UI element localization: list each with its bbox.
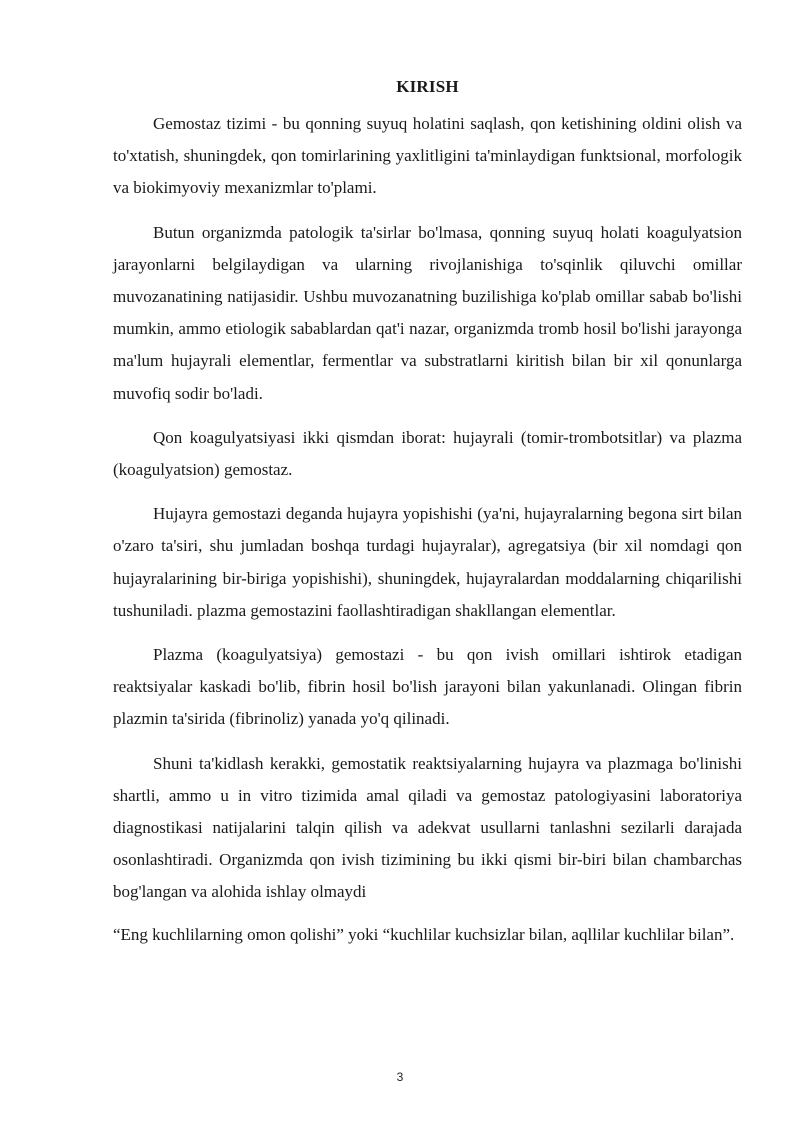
quote-paragraph: “Eng kuchlilarning omon qolishi” yoki “kuchlilar kuchsizlar bilan, aqllilar kuchlilar bilan”. [113, 924, 735, 944]
paragraph-6: Shuni ta'kidlash kerakki, gemostatik reaktsiyalarning hujayra va plazmaga bo'linishi shartli, ammo u in vitro tizimida amal qiladi va gemostaz patologiyasini laboratoriya diagnostikasi natijalarini talqin qilish va adekvat usullarni tanlashni sezilarli darajada osonlashtiradi. Organizmda qon ivish tizimining bu ikki qismi bir-biri bilan chambarchas bog'langan va alohida ishlay olmaydi [113, 753, 742, 902]
paragraph-5: Plazma (koagulyatsiya) gemostazi - bu qon ivish omillari ishtirok etadigan reaktsiyalar kaskadi bo'lib, fibrin hosil bo'lish jarayoni bilan yakunlanadi. Olingan fibrin plazmin ta'sirida (fibrinoliz) yanada yo'q qilinadi. [113, 645, 742, 729]
paragraph-4: Hujayra gemostazi deganda hujayra yopishishi (ya'ni, hujayralarning begona sirt bilan o'zaro ta'siri, shu jumladan boshqa turdagi hujayralar), agregatsiya (bir xil nomdagi qon hujayralarining bir-biriga yopishishi), shuningdek, hujayralardan moddalarning chiqarilishi tushuniladi. plazma gemostazini faollashtiradigan shakllangan elementlar. [113, 504, 742, 620]
paragraph-1: Gemostaz tizimi - bu qonning suyuq holatini saqlash, qon ketishining oldini olish va to'xtatish, shuningdek, qon tomirlarining yaxlitligini ta'minlaydigan funktsional, morfologik va biokimyoviy mexanizmlar to'plami. [113, 114, 742, 198]
document-page [113, 74, 742, 963]
page-number: 3 [396, 1070, 404, 1084]
paragraph-3: Qon koagulyatsiyasi ikki qismdan iborat: hujayrali (tomir-trombotsitlar) va plazma (koagulyatsion) gemostaz. [113, 427, 742, 480]
page-title: KIRISH [396, 77, 459, 96]
paragraph-2: Butun organizmda patologik ta'sirlar bo'lmasa, qonning suyuq holati koagulyatsion jarayonlarni belgilaydigan va ularning rivojlanishiga to'sqinlik qiluvchi omillar muvozanatining natijasidir. Ushbu muvozanatning buzilishiga ko'plab omillar sabab bo'lishi mumkin, ammo etiologik sabablardan qat'i nazar, organizmda tromb hosil bo'lishi jarayonga ma'lum hujayrali elementlar, fermentlar va substratlarni kiritish bilan bir xil qonunlarga muvofiq sodir bo'ladi. [113, 222, 742, 403]
